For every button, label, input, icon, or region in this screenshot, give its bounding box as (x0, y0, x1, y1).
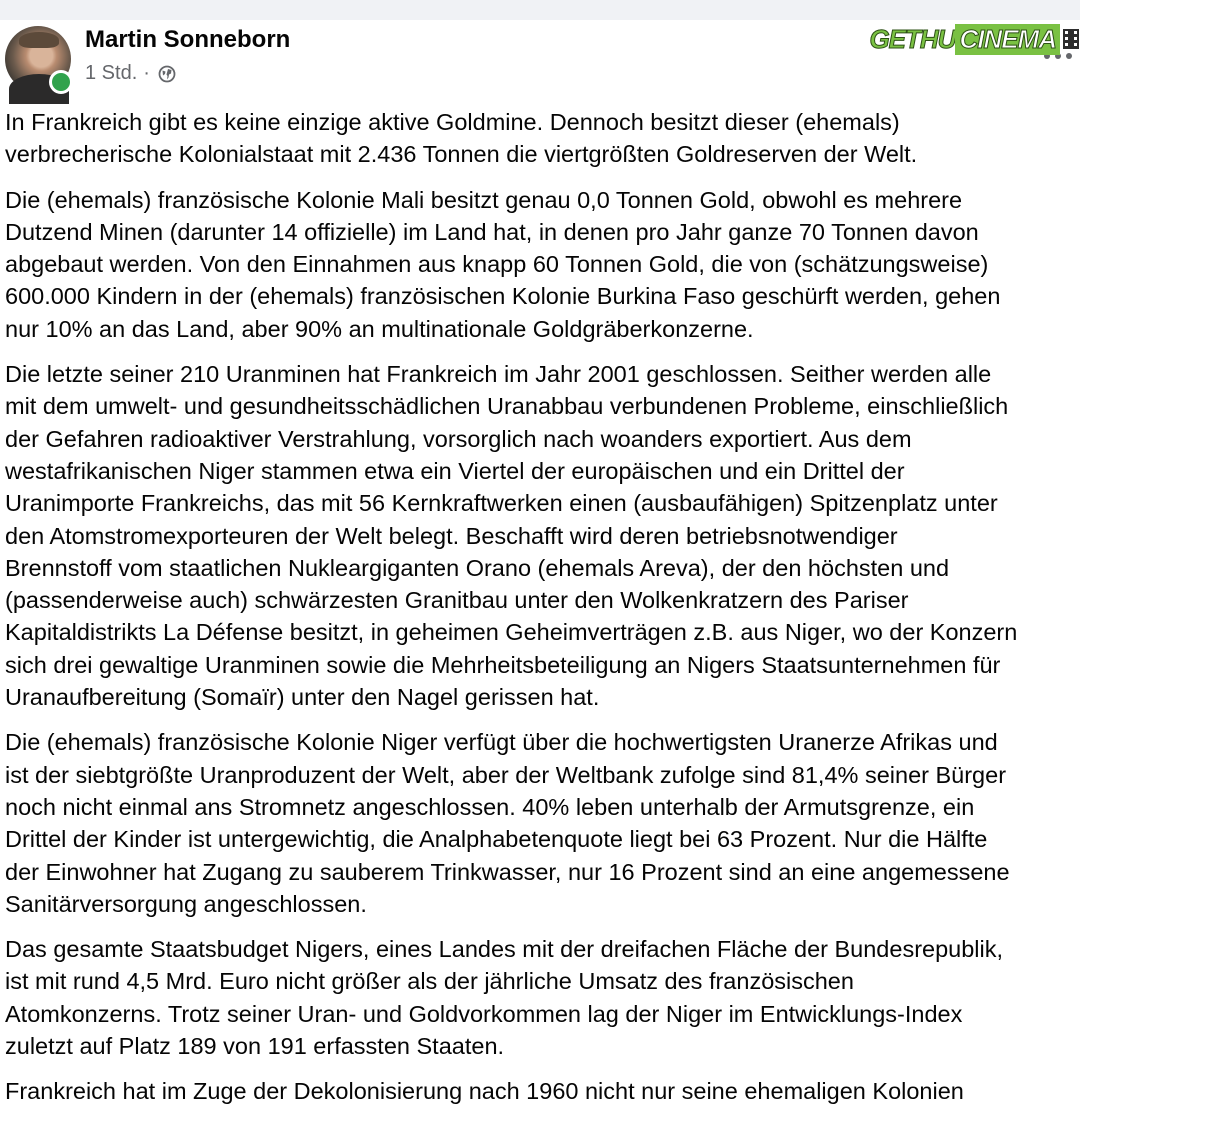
watermark-logo (869, 24, 1080, 54)
watermark-part2: CINEMA (955, 24, 1060, 55)
text-line: Dutzend Minen (darunter 14 offizielle) im Land hat, in denen pro Jahr ganze 70 Tonnen davon (5, 218, 979, 245)
text-line: Das gesamte Staatsbudget Nigers, eines Landes mit der dreifachen Fläche der Bundesrepublik, (5, 936, 1004, 963)
text-line: den Atomstromexporteuren der Welt belegt. Beschafft wird deren betriebsnotwendiger (5, 522, 898, 549)
text-line: Uranaufbereitung (Somaïr) unter den Nagel gerissen hat. (5, 684, 600, 711)
watermark-part1: GETHU (869, 23, 956, 54)
text-line: verbrecherische Kolonialstaat mit 2.436 Tonnen die viertgrößten Goldreserven der Welt. (5, 141, 918, 168)
text-line: zuletzt auf Platz 189 von 191 erfassten Staaten. (5, 1033, 505, 1060)
text-line: Die (ehemals) französische Kolonie Niger verfügt über die hochwertigsten Uranerze Afrikas und (5, 729, 998, 756)
paragraph-6 (5, 1075, 1205, 1107)
text-line: abgebaut werden. Von den Einnahmen aus knapp 60 Tonnen Gold, die von (schätzungsweise) (5, 251, 989, 278)
text-line: In Frankreich gibt es keine einzige aktive Goldmine. Dennoch besitzt dieser (ehemals) (5, 109, 900, 135)
avatar[interactable] (5, 26, 71, 92)
text-line: nur 10% an das Land, aber 90% an multinationale Goldgräberkonzerne. (5, 315, 754, 342)
text-line: Die (ehemals) französische Kolonie Mali besitzt genau 0,0 Tonnen Gold, obwohl es mehrere (5, 186, 963, 213)
text-line: (passenderweise auch) schwärzesten Granitbau unter den Wolkenkratzern des Pariser (5, 587, 909, 614)
text-line: Sanitärversorgung angeschlossen. (5, 890, 367, 917)
text-line: 600.000 Kindern in der (ehemals) französischen Kolonie Burkina Faso geschürft werden, gehen (5, 283, 1001, 310)
text-line: der Einwohner hat Zugang zu sauberem Trinkwasser, nur 16 Prozent sind an eine angemessene (5, 858, 1010, 885)
top-bar (0, 0, 1080, 20)
online-status-dot (49, 70, 73, 94)
film-reel-icon (1062, 28, 1080, 50)
text-line: noch nicht einmal ans Stromnetz angeschlossen. 40% leben unterhalb der Armutsgrenze, ein (5, 793, 975, 820)
text-line: mit dem umwelt- und gesundheitsschädlichen Uranabbau verbundenen Probleme, einschließlich (5, 393, 1009, 420)
post-text (5, 106, 1205, 1121)
meta-separator: · (143, 62, 150, 84)
paragraph-4 (5, 726, 1205, 920)
text-line: Drittel der Kinder ist untergewichtig, die Analphabetenquote liegt bei 63 Prozent. Nur die Hälfte (5, 826, 988, 853)
text-line: westafrikanischen Niger stammen etwa ein Viertel der europäischen und ein Drittel der (5, 457, 905, 484)
paragraph-5 (5, 933, 1205, 1062)
post-time[interactable]: 1 Std. (85, 62, 138, 84)
avatar-hair (19, 32, 59, 48)
globe-icon[interactable] (158, 65, 176, 83)
text-line: Atomkonzerns. Trotz seiner Uran- und Goldvorkommen lag der Niger im Entwicklungs-Index (5, 1000, 963, 1027)
text-line: Die letzte seiner 210 Uranminen hat Frankreich im Jahr 2001 geschlossen. Seither werden alle (5, 361, 992, 388)
text-line: ist der siebtgrößte Uranproduzent der Welt, aber der Weltbank zufolge sind 81,4% seiner Bürger (5, 761, 1007, 788)
text-line: Brennstoff vom staatlichen Nukleargiganten Orano (ehemals Areva), der den höchsten und (5, 554, 950, 581)
post-meta (85, 62, 176, 85)
paragraph-2 (5, 184, 1205, 345)
post-header (0, 20, 1080, 100)
paragraph-3 (5, 358, 1205, 713)
text-line: ist mit rund 4,5 Mrd. Euro nicht größer als der jährliche Umsatz des französischen (5, 968, 854, 995)
paragraph-1 (5, 106, 1205, 171)
text-line: sich drei gewaltige Uranminen sowie die Mehrheitsbeteiligung an Nigers Staatsunternehmen für (5, 651, 1001, 678)
text-line: Uranimporte Frankreichs, das mit 56 Kernkraftwerken einen (ausbaufähigen) Spitzenplatz unter (5, 490, 998, 517)
text-line: Kapitaldistrikts La Défense besitzt, in geheimen Geheimverträgen z.B. aus Niger, wo der Konzern (5, 619, 1018, 646)
author-name[interactable]: Martin Sonneborn (85, 26, 291, 53)
text-line: der Gefahren radioaktiver Verstrahlung, vorsorglich nach woanders exportiert. Aus dem (5, 425, 912, 452)
text-line: Frankreich hat im Zuge der Dekolonisierung nach 1960 nicht nur seine ehemaligen Kolonien (5, 1078, 964, 1105)
